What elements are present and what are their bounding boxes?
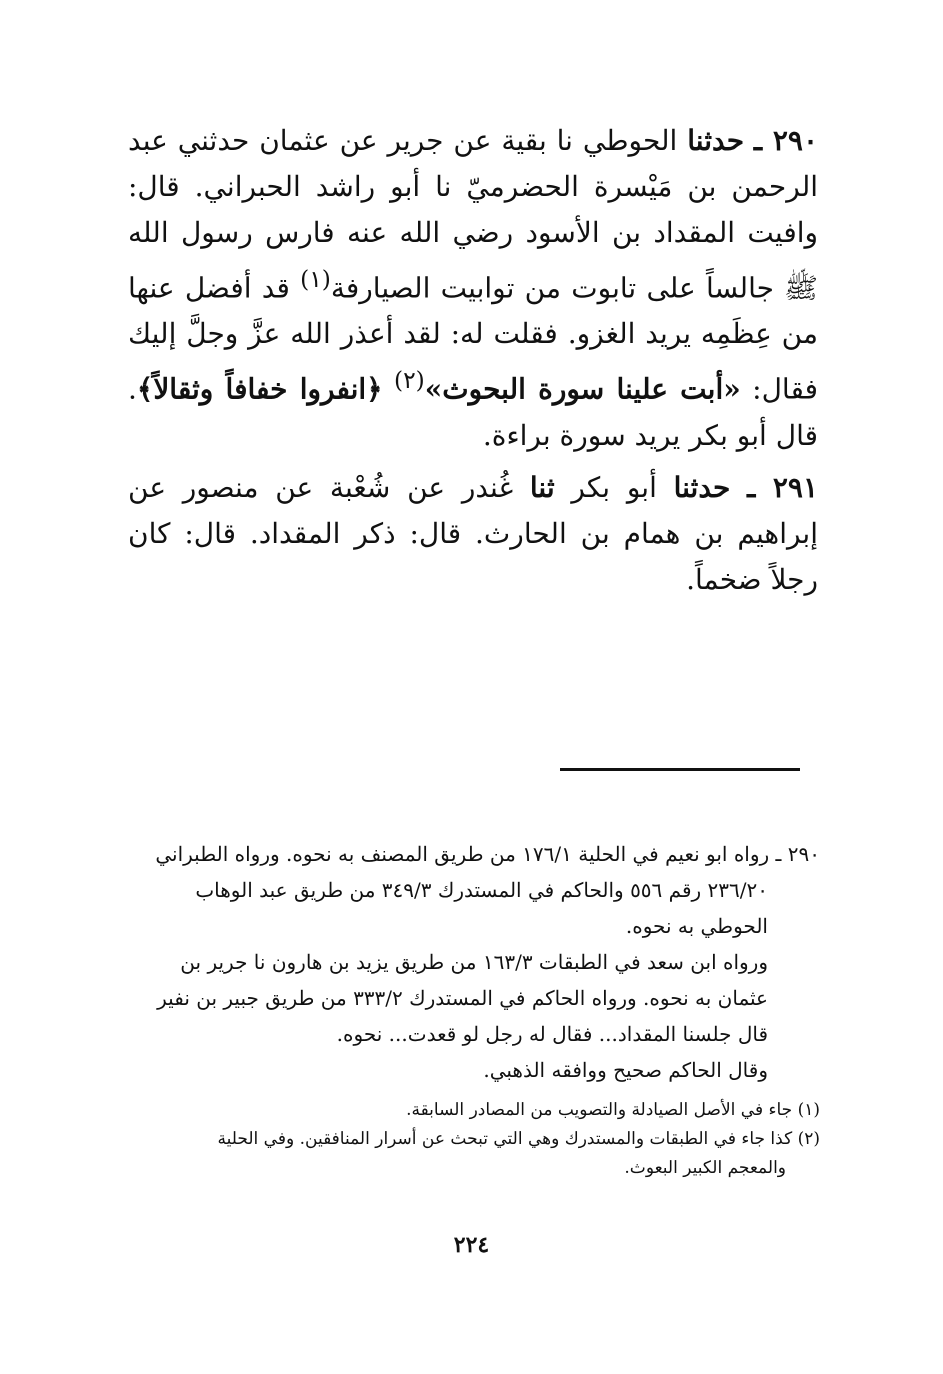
hadith-text: قد أفضل عنها من عِظَمِه يريد الغزو. فقلت له: لقد أعذر الله عزَّ وجلَّ إليك فقال: xyxy=(128,271,818,406)
footnote-2: (٢) كذا جاء في الطبقات والمستدرك وهي التي تبحث عن أسرار المنافقين. وفي الحلية xyxy=(217,1129,820,1149)
reference-line: قال جلسنا المقداد... فقال له رجل لو قعدت... نحوه. xyxy=(336,1022,768,1046)
footnotes xyxy=(120,1096,820,1183)
hadith-quote: «أبت علينا سورة البحوث» xyxy=(424,372,741,406)
hadith-number: ٢٩١ ـ xyxy=(747,470,818,504)
hadith-291 xyxy=(128,465,818,603)
reference-block xyxy=(120,836,820,1088)
reference-line: ورواه ابن سعد في الطبقات ١٦٣/٣ من طريق يزيد بن هارون نا جرير بن xyxy=(180,950,768,974)
hadith-number: ٢٩٠ ـ xyxy=(753,124,818,157)
hadith-text: . قال أبو بكر يريد سورة براءة. xyxy=(128,372,818,452)
reference-line xyxy=(120,836,820,872)
hadith-lead: ثنا xyxy=(529,470,555,504)
main-text xyxy=(128,118,818,603)
footnote-marker: (٢) xyxy=(394,366,425,395)
reference-line: وقال الحاكم صحيح ووافقه الذهبي. xyxy=(483,1058,768,1082)
reference-text: رواه ابو نعيم في الحلية ١٧٦/١ من طريق المصنف به نحوه. ورواه الطبراني xyxy=(155,842,770,866)
reference-line: الحوطي به نحوه. xyxy=(625,914,768,938)
footnote-1: (١) جاء في الأصل الصيادلة والتصويب من المصادر السابقة. xyxy=(406,1100,820,1120)
notes-section xyxy=(120,836,820,1183)
hadith-lead: حدثنا xyxy=(673,470,731,504)
hadith-290 xyxy=(128,118,818,459)
footnote-separator xyxy=(560,768,800,771)
page-number: ٢٢٤ xyxy=(453,1232,490,1258)
hadith-text: الحوطي نا بقية عن جرير عن عثمان حدثني عبد الرحمن بن مَيْسرة الحضرميّ نا أبو راشد الحبراني. قال: وافيت المقداد بن الأسود رضي الله عنه فارس رسول الله ﷺ جالساً على تابوت من توابيت الصيارفة xyxy=(128,124,818,305)
hadith-lead: حدثنا xyxy=(687,124,745,157)
footnote-2-continuation: والمعجم الكبير البعوث. xyxy=(624,1158,786,1178)
hadith-text xyxy=(383,373,394,406)
reference-number: ٢٩٠ ـ xyxy=(775,842,820,866)
reference-line: ٢٣٦/٢٠ رقم ٥٥٦ والحاكم في المستدرك ٣٤٩/٣ من طريق عبد الوهاب xyxy=(195,878,768,902)
quran-quote: ﴿انفروا خفافاً وثقالاً﴾ xyxy=(136,372,383,406)
footnote-marker: (١) xyxy=(300,265,331,293)
hadith-text: غُندر عن شُعْبة عن منصور عن إبراهيم بن همام بن الحارث. قال: ذكر المقداد. قال: كان رجلاً ضخماً. xyxy=(128,470,818,596)
hadith-text: أبو بكر xyxy=(554,470,674,504)
reference-line: عثمان به نحوه. ورواه الحاكم في المستدرك ٣٣٣/٢ من طريق جبير بن نفير xyxy=(157,986,768,1010)
